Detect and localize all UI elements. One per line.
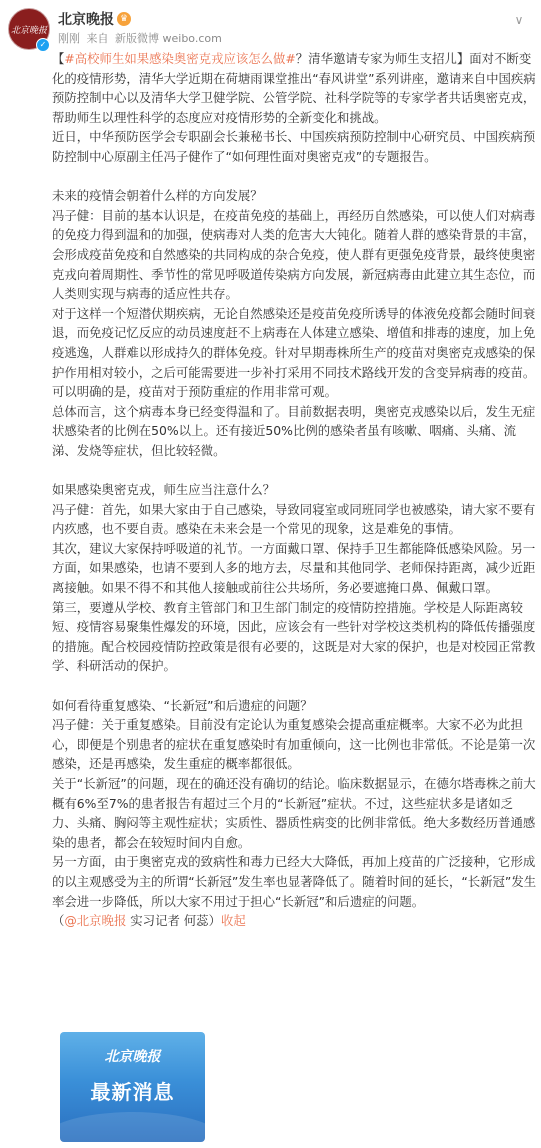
image-brand-text: 北京晚报 [104, 1049, 161, 1065]
post-image[interactable] [60, 1032, 205, 1142]
post-source[interactable]: 新版微博 weibo.com [115, 32, 222, 45]
image-title-text: 最新消息 [90, 1080, 175, 1104]
from-label: 来自 [86, 32, 109, 45]
collapse-link[interactable]: 收起 [220, 913, 246, 929]
answer-3-part-1: 冯子健：关于重复感染。目前没有定论认为重复感染会提高重症概率。大家不必为此担心，即便是个别患者的症状在重复感染时有加重倾向，这一比例也非常低。不论是第一次感染，还是再感染，发生重症的概率都很低。 [52, 717, 536, 772]
answer-3-part-2: 关于“长新冠”的问题，现在的确还没有确切的结论。临床数据显示，在德尔塔毒株之前大概有6%至7%的患者报告有超过三个月的“长新冠”症状。不过，这些症状多是诸如乏力、头痛、胸闷等主观性症状；实质性、器质性病变的比例非常低。绝大多数经历普通感染的患者，都会在较短时间内自愈。 [52, 775, 536, 850]
avatar-logo-text: 北京晚报 [10, 25, 47, 36]
name-row [58, 9, 131, 29]
post-paragraph-1: 【#高校师生如果感染奥密克戎应该怎么做#？清华邀请专家为师生支招儿】面对不断变化的疫情形势，清华大学近期在荷塘雨课堂推出“春风讲堂”系列讲座，邀请来自中国疾病预防控制中心以及清华大学卫健学院、公管学院、社科学院等的专家学者共话奥密克戎，帮助师生以理性科学的态度应对疫情形势的全新变化和挑战。 [52, 51, 536, 125]
hashtag-link[interactable]: #高校师生如果感染奥密克戎应该怎么做# [64, 51, 296, 66]
post-content [52, 49, 537, 931]
mention-link[interactable]: @北京晚报 [64, 913, 127, 929]
answer-2-part-2: 其次，建议大家保持呼吸道的礼节。一方面戴口罩、保持手卫生都能降低感染风险。另一方面，如果感染，也请不要到人多的地方去，尽量和其他同学、老师保持距离，减少近距离接触。如果不得不和其他人接触或前往公共场所，务必要遮掩口鼻、佩戴口罩。 [52, 540, 536, 596]
verified-icon: ✓ [36, 38, 50, 52]
post-time[interactable]: 刚刚 [58, 32, 80, 45]
answer-3-part-3: 另一方面，由于奥密克戎的致病性和毒力已经大大降低，再加上疫苗的广泛接种，它形成的以主观感受为主的所谓“长新冠”发生率也显著降低了。随着时间的延长，“长新冠”发生率会进一步降低，所以大家不用过于担心“长新冠”和后遗症的问题。 [52, 854, 537, 909]
question-2: 如果感染奥密克戎，师生应当注意什么？ [52, 482, 276, 498]
answer-1-part-2: 对于这样一个短潜伏期疾病，无论自然感染还是疫苗免疫所诱导的体液免疫都会随时间衰退，而免疫记忆反应的动员速度赶不上病毒在人体建立感染、增值和排毒的速度，加上免疫逃逸，人群难以形成持久的群体免疫。针对早期毒株所生产的疫苗对奥密克戎感染的保护作用相对较小，之后可能需要进一步补打采用不同技术路线开发的含变异病毒的疫苗。可以明确的是，疫苗对于预防重症的作用非常可观。 [52, 305, 536, 400]
question-1: 未来的疫情会朝着什么样的方向发展？ [52, 188, 263, 204]
post-paragraph-2: 近日，中华预防医学会专职副会长兼秘书长、中国疾病预防控制中心研究员、中国疾病预防控制中心原副主任冯子健作了“如何理性面对奥密克戎”的专题报告。 [52, 129, 536, 164]
question-3: 如何看待重复感染、“长新冠”和后遗症的问题？ [52, 697, 313, 713]
answer-2-part-3: 第三，要遵从学校、教育主管部门和卫生部门制定的疫情防控措施。学校是人际距离较短、疫情容易聚集性爆发的环境，因此，应该会有一些针对学校这类机构的降低传播强度的措施。配合校园疫情防控政策是很有必要的，这既是对大家的保护，也是对校园正常教学、科研活动的保护。 [52, 599, 536, 674]
credit-line: （@北京晚报 实习记者 何蕊）收起 [52, 913, 246, 929]
vip-badge-icon: ♛ [117, 12, 131, 26]
post-meta [58, 30, 225, 46]
image-glow [60, 1112, 205, 1142]
account-name[interactable]: 北京晚报 [58, 12, 114, 28]
answer-1-part-1: 冯子健：目前的基本认识是，在疫苗免疫的基础上，再经历自然感染，可以使人们对病毒的免疫力得到温和的加强，使病毒对人类的危害大大钝化。随着人群的感染背景的丰富，会形成疫苗免疫和自然感染的共同构成的杂合免疫，使人群有更强免疫背景，最终使奥密克戎向着周期性、季节性的常见呼吸道传染病方向发展，新冠病毒由此建立其生态位，而人类则实现与病毒的适应性共存。 [52, 207, 536, 302]
answer-2-part-1: 冯子健：首先，如果大家由于自己感染，导致同寝室或同班同学也被感染，请大家不要有内疚感，也不要自责。感染在未来会是一个常见的现象，这是难免的事情。 [52, 501, 536, 537]
chevron-down-icon[interactable]: ∨ [514, 13, 524, 27]
answer-1-part-3: 总体而言，这个病毒本身已经变得温和了。目前数据表明，奥密克戎感染以后，发生无症状感染者的比例在50%以上。还有接近50%比例的感染者虽有咳嗽、咽痛、头痛、流涕、发烧等症状，但比较轻微。 [52, 403, 536, 458]
